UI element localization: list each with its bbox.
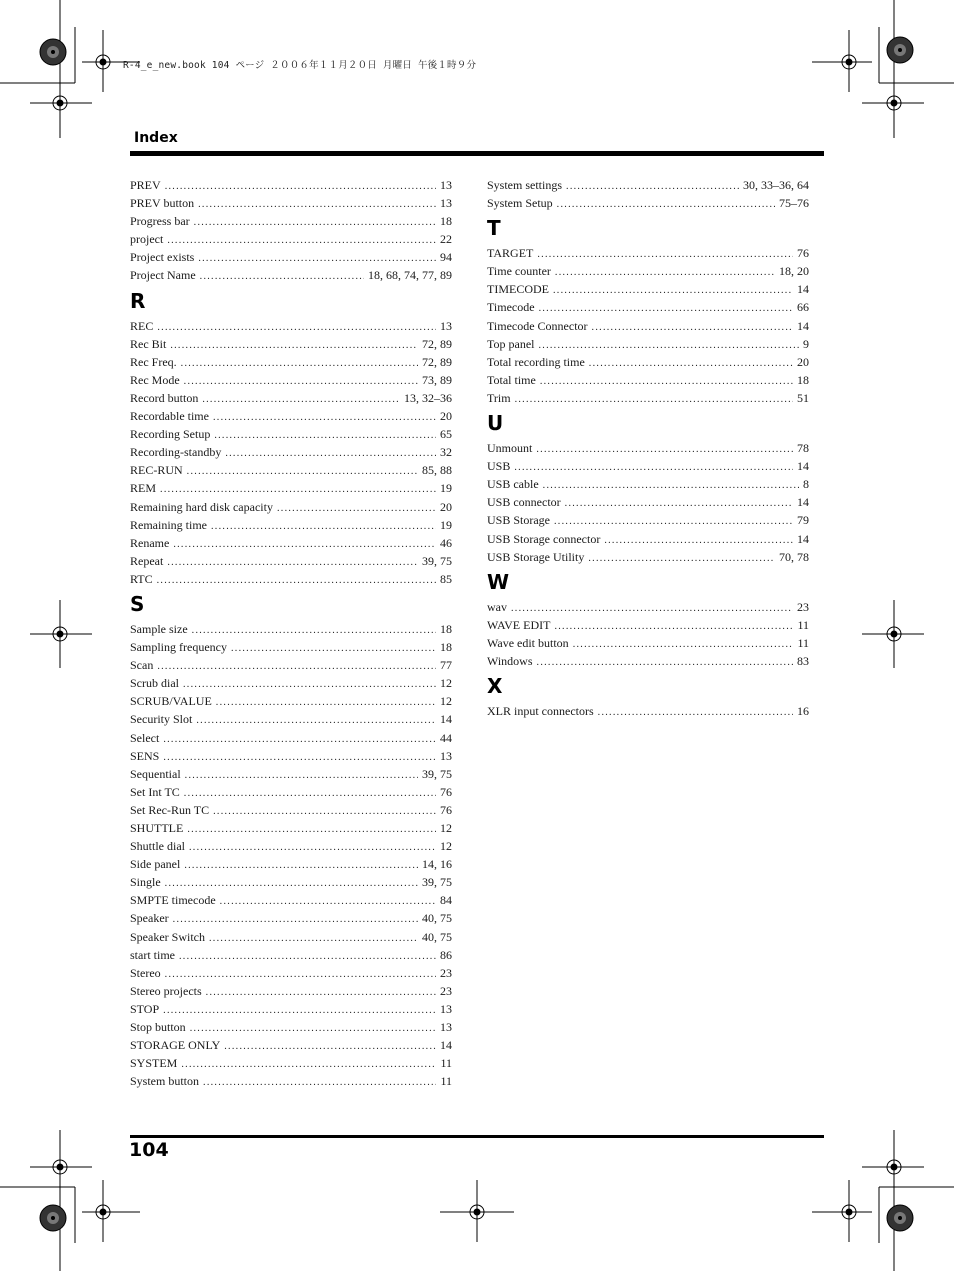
index-page-refs: 76 [440, 784, 452, 799]
index-term: Set Rec-Run TC [130, 802, 210, 817]
section-title: Index [134, 130, 178, 146]
dot-leader [181, 1056, 436, 1074]
index-term: SENS [130, 748, 160, 763]
index-term: USB Storage Utility [487, 549, 585, 564]
print-header: R-4_e_new.book 104 ページ ２００６年１１月２０日 月曜日 午後１時９分 [123, 60, 477, 71]
index-page-refs: 70, 78 [779, 549, 809, 564]
dot-leader [214, 427, 436, 445]
index-entry [130, 534, 452, 552]
index-entry [130, 1000, 452, 1018]
index-term: REC [130, 318, 154, 333]
dot-leader [170, 337, 418, 355]
index-entry [487, 511, 809, 529]
index-term: Single [130, 875, 161, 890]
dot-leader [184, 373, 418, 391]
index-page-refs: 11 [797, 635, 809, 650]
dot-leader [515, 391, 793, 409]
dot-leader [157, 572, 436, 590]
dot-leader [225, 445, 436, 463]
dot-leader [157, 658, 436, 676]
index-page-refs: 19 [440, 481, 452, 496]
index-term: Progress bar [130, 214, 190, 229]
dot-leader [553, 282, 793, 300]
index-term: System Setup [487, 196, 553, 211]
index-page-refs: 13 [440, 748, 452, 763]
index-term: Remaining time [130, 517, 207, 532]
index-term: XLR input connectors [487, 704, 594, 719]
index-term: Wave edit button [487, 635, 569, 650]
index-term: STOP [130, 1001, 160, 1016]
dot-leader [173, 911, 418, 929]
dot-leader [565, 495, 793, 513]
index-entry [130, 747, 452, 765]
index-page-refs: 13 [440, 196, 452, 211]
index-entry [130, 194, 452, 212]
index-term: Time counter [487, 264, 551, 279]
dot-leader [211, 518, 436, 536]
index-entry [130, 819, 452, 837]
index-entry [487, 335, 809, 353]
index-page-refs: 40, 75 [422, 929, 452, 944]
index-letter-heading: S [130, 591, 145, 616]
index-entry [130, 570, 452, 588]
index-page-refs: 72, 89 [422, 336, 452, 351]
index-term: Timecode Connector [487, 318, 588, 333]
index-entry [130, 443, 452, 461]
dot-leader [163, 731, 436, 749]
index-entry [130, 783, 452, 801]
index-page-refs: 18 [440, 621, 452, 636]
index-entry [487, 244, 809, 262]
index-term: Stop button [130, 1020, 186, 1035]
index-term: System settings [487, 178, 563, 192]
index-entry [130, 212, 452, 230]
index-term: SHUTTLE [130, 821, 184, 835]
dot-leader [163, 1002, 436, 1020]
dot-leader [167, 554, 418, 572]
index-term: USB connector [487, 495, 561, 510]
index-page-refs: 23 [440, 983, 452, 998]
index-term: start time [130, 947, 175, 962]
index-term: project [130, 232, 164, 247]
dot-leader [184, 785, 436, 803]
index-term: Scan [130, 658, 154, 673]
index-term: Total time [487, 372, 536, 387]
index-page-refs: 66 [797, 300, 809, 315]
index-entry [130, 353, 452, 371]
index-page-refs: 44 [440, 730, 452, 745]
page-number: 104 [129, 1139, 169, 1161]
index-entry [130, 1018, 452, 1036]
index-entry [130, 425, 452, 443]
index-term: Rename [130, 535, 170, 550]
index-page-refs: 11 [440, 1056, 452, 1071]
index-entry [130, 371, 452, 389]
dot-leader [183, 676, 436, 694]
dot-leader [165, 178, 436, 196]
index-page-refs: 14 [440, 712, 452, 727]
dot-leader [203, 1074, 436, 1092]
index-term: Project Name [130, 268, 196, 283]
index-entry [130, 891, 452, 909]
index-page-refs: 14, 16 [422, 857, 452, 872]
dot-leader [196, 712, 436, 730]
index-page-refs: 13 [440, 318, 452, 333]
index-entry [487, 616, 809, 634]
index-page-refs: 39, 75 [422, 553, 452, 568]
index-entry [487, 353, 809, 371]
index-term: Rec Freq. [130, 354, 177, 369]
index-term: System button [130, 1074, 200, 1089]
index-page-refs: 19 [440, 517, 452, 532]
index-term: Timecode [487, 300, 535, 315]
dot-leader [179, 948, 436, 966]
dot-leader [598, 704, 793, 722]
dot-leader [540, 373, 793, 391]
dot-leader [554, 618, 793, 636]
dot-leader [194, 214, 436, 232]
index-term: Trim [487, 390, 511, 405]
dot-leader [198, 196, 436, 214]
dot-leader [231, 640, 436, 658]
dot-leader [224, 1038, 436, 1056]
index-term: USB Storage [487, 513, 550, 528]
dot-leader [173, 536, 436, 554]
index-entry [487, 439, 809, 457]
index-entry [130, 461, 452, 479]
index-page-refs: 9 [803, 336, 809, 351]
index-page-refs: 73, 89 [422, 372, 452, 387]
index-page-refs: 23 [797, 599, 809, 614]
index-term: Recordable time [130, 409, 209, 424]
index-page-refs: 14 [797, 459, 809, 474]
index-page-refs: 75–76 [779, 196, 809, 211]
index-term: SMPTE timecode [130, 893, 216, 908]
index-entry [487, 194, 809, 212]
dot-leader [537, 246, 793, 264]
index-term: Unmount [487, 441, 533, 456]
index-page-refs: 11 [440, 1074, 452, 1089]
index-term: Sampling frequency [130, 640, 227, 655]
index-term: Shuttle dial [130, 839, 185, 854]
index-column-left [130, 176, 452, 1090]
index-letter-heading: R [130, 288, 146, 313]
index-page-refs: 8 [803, 477, 809, 492]
index-page-refs: 86 [440, 947, 452, 962]
index-term: USB [487, 459, 511, 474]
dot-leader [220, 893, 436, 911]
dot-leader [588, 550, 775, 568]
index-entry [130, 837, 452, 855]
dot-leader [536, 441, 793, 459]
index-page-refs: 72, 89 [422, 354, 452, 369]
index-page-refs: 18, 20 [779, 264, 809, 279]
index-page-refs: 32 [440, 445, 452, 460]
index-term: Project exists [130, 250, 195, 265]
index-page-refs: 20 [440, 409, 452, 424]
dot-leader [514, 459, 793, 477]
index-entry [130, 928, 452, 946]
index-entry [130, 620, 452, 638]
index-page-refs: 78 [797, 441, 809, 456]
index-entry [487, 371, 809, 389]
index-page-refs: 18 [440, 214, 452, 229]
index-letter-heading: W [487, 569, 510, 594]
index-page-refs: 84 [440, 893, 452, 908]
index-entry [130, 1072, 452, 1090]
index-entry [487, 634, 809, 652]
index-term: Stereo [130, 965, 161, 980]
dot-leader [566, 178, 739, 196]
index-term: Recording-standby [130, 445, 222, 460]
index-page-refs: 46 [440, 535, 452, 550]
index-term: wav [487, 599, 507, 614]
index-page-refs: 13 [440, 178, 452, 192]
index-term: Windows [487, 653, 533, 668]
index-page-refs: 11 [797, 617, 809, 632]
dot-leader [184, 857, 418, 875]
index-page-refs: 20 [440, 499, 452, 514]
index-page-refs: 12 [440, 694, 452, 709]
index-page-refs: 14 [797, 495, 809, 510]
dot-leader [157, 319, 436, 337]
index-column-right [487, 176, 809, 720]
index-term: Rec Mode [130, 372, 180, 387]
dot-leader [543, 477, 799, 495]
index-page-refs: 18, 68, 74, 77, 89 [368, 268, 452, 283]
index-term: USB Storage connector [487, 531, 601, 546]
dot-leader [213, 803, 436, 821]
dot-leader [213, 409, 436, 427]
index-page-refs: 40, 75 [422, 911, 452, 926]
index-entry [487, 262, 809, 280]
index-entry [130, 552, 452, 570]
index-term: SCRUB/VALUE [130, 694, 212, 709]
index-entry [487, 530, 809, 548]
index-entry [130, 176, 452, 194]
index-page-refs: 18 [440, 640, 452, 655]
dot-leader [209, 930, 418, 948]
index-entry [487, 475, 809, 493]
index-entry [130, 855, 452, 873]
index-page-refs: 39, 75 [422, 766, 452, 781]
dot-leader [573, 636, 794, 654]
index-page-refs: 77 [440, 658, 452, 673]
index-page-refs: 85, 88 [422, 463, 452, 478]
index-term: USB cable [487, 477, 539, 492]
index-entry [130, 389, 452, 407]
index-entry [130, 765, 452, 783]
dot-leader [187, 821, 436, 839]
index-term: Top panel [487, 336, 535, 351]
index-term: Total recording time [487, 354, 585, 369]
index-page-refs: 39, 75 [422, 875, 452, 890]
index-entry [130, 498, 452, 516]
index-term: REM [130, 481, 157, 496]
index-entry [130, 479, 452, 497]
index-entry [130, 230, 452, 248]
index-entry [487, 280, 809, 298]
index-page-refs: 14 [797, 531, 809, 546]
dot-leader [537, 654, 793, 672]
dot-leader [216, 694, 436, 712]
index-entry [130, 516, 452, 534]
index-entry [130, 1054, 452, 1072]
index-entry [130, 248, 452, 266]
top-rule [130, 151, 824, 156]
index-page-refs: 16 [797, 704, 809, 719]
index-entry [130, 873, 452, 891]
index-page-refs: 79 [797, 513, 809, 528]
index-term: Remaining hard disk capacity [130, 499, 273, 514]
index-entry [130, 729, 452, 747]
index-term: PREV button [130, 196, 195, 211]
dot-leader [189, 839, 436, 857]
dot-leader [604, 532, 793, 550]
index-page-refs: 23 [440, 965, 452, 980]
index-entry [487, 176, 809, 194]
index-entry [487, 298, 809, 316]
index-page-refs: 85 [440, 571, 452, 586]
index-entry [130, 982, 452, 1000]
index-term: TIMECODE [487, 282, 549, 297]
dot-leader [190, 1020, 436, 1038]
index-entry [130, 335, 452, 353]
index-page-refs: 14 [797, 318, 809, 333]
index-entry [130, 317, 452, 335]
dot-leader [592, 319, 793, 337]
index-entry [130, 656, 452, 674]
index-page-refs: 14 [440, 1038, 452, 1053]
dot-leader [187, 463, 418, 481]
index-letter-heading: T [487, 216, 501, 241]
index-page-refs: 12 [440, 676, 452, 691]
index-term: Side panel [130, 857, 181, 872]
index-entry [487, 493, 809, 511]
index-term: TARGET [487, 246, 534, 261]
dot-leader [555, 264, 775, 282]
index-entry [130, 407, 452, 425]
index-term: SYSTEM [130, 1056, 178, 1071]
index-page-refs: 12 [440, 839, 452, 854]
index-term: Recording Setup [130, 427, 211, 442]
index-entry [130, 1036, 452, 1054]
index-entry [130, 710, 452, 728]
dot-leader [202, 391, 400, 409]
index-entry [487, 389, 809, 407]
index-page-refs: 12 [440, 821, 452, 835]
index-term: REC-RUN [130, 463, 183, 478]
index-page-refs: 13 [440, 1001, 452, 1016]
dot-leader [277, 500, 436, 518]
dot-leader [206, 984, 436, 1002]
index-page-refs: 14 [797, 282, 809, 297]
index-term: Select [130, 730, 160, 745]
dot-leader [185, 767, 418, 785]
index-page-refs: 20 [797, 354, 809, 369]
index-term: WAVE EDIT [487, 617, 551, 632]
index-term: Security Slot [130, 712, 193, 727]
index-entry [130, 964, 452, 982]
index-entry [130, 674, 452, 692]
index-term: Stereo projects [130, 983, 202, 998]
index-letter-heading: U [487, 411, 504, 436]
index-term: STORAGE ONLY [130, 1038, 221, 1053]
index-page-refs: 13 [440, 1020, 452, 1035]
index-term: Sample size [130, 621, 188, 636]
index-term: Speaker Switch [130, 929, 205, 944]
dot-leader [589, 355, 793, 373]
index-entry [487, 598, 809, 616]
index-term: Repeat [130, 553, 164, 568]
dot-leader [163, 749, 436, 767]
index-page-refs: 76 [797, 246, 809, 261]
index-page-refs: 13, 32–36 [404, 390, 452, 405]
index-entry [130, 946, 452, 964]
index-entry [487, 457, 809, 475]
index-page-refs: 22 [440, 232, 452, 247]
index-entry [487, 548, 809, 566]
index-entry [130, 638, 452, 656]
index-term: Sequential [130, 766, 181, 781]
index-term: PREV [130, 178, 161, 192]
index-term: Scrub dial [130, 676, 179, 691]
index-entry [487, 652, 809, 670]
index-entry [130, 909, 452, 927]
index-entry [487, 317, 809, 335]
bottom-rule [130, 1135, 824, 1138]
index-page-refs: 51 [797, 390, 809, 405]
index-term: Speaker [130, 911, 169, 926]
dot-leader [557, 196, 775, 214]
index-page-refs: 30, 33–36, 64 [743, 178, 809, 192]
index-term: Set Int TC [130, 784, 180, 799]
index-page-refs: 94 [440, 250, 452, 265]
dot-leader [167, 232, 436, 250]
index-page-refs: 18 [797, 372, 809, 387]
index-entry [130, 266, 452, 284]
index-term: Rec Bit [130, 336, 167, 351]
dot-leader [181, 355, 418, 373]
dot-leader [200, 268, 364, 286]
index-term: RTC [130, 571, 153, 586]
index-entry [130, 692, 452, 710]
index-letter-heading: X [487, 674, 503, 699]
index-entry [130, 801, 452, 819]
index-page-refs: 76 [440, 802, 452, 817]
index-term: Record button [130, 390, 199, 405]
index-page-refs: 65 [440, 427, 452, 442]
index-page-refs: 83 [797, 653, 809, 668]
index-entry [487, 702, 809, 720]
